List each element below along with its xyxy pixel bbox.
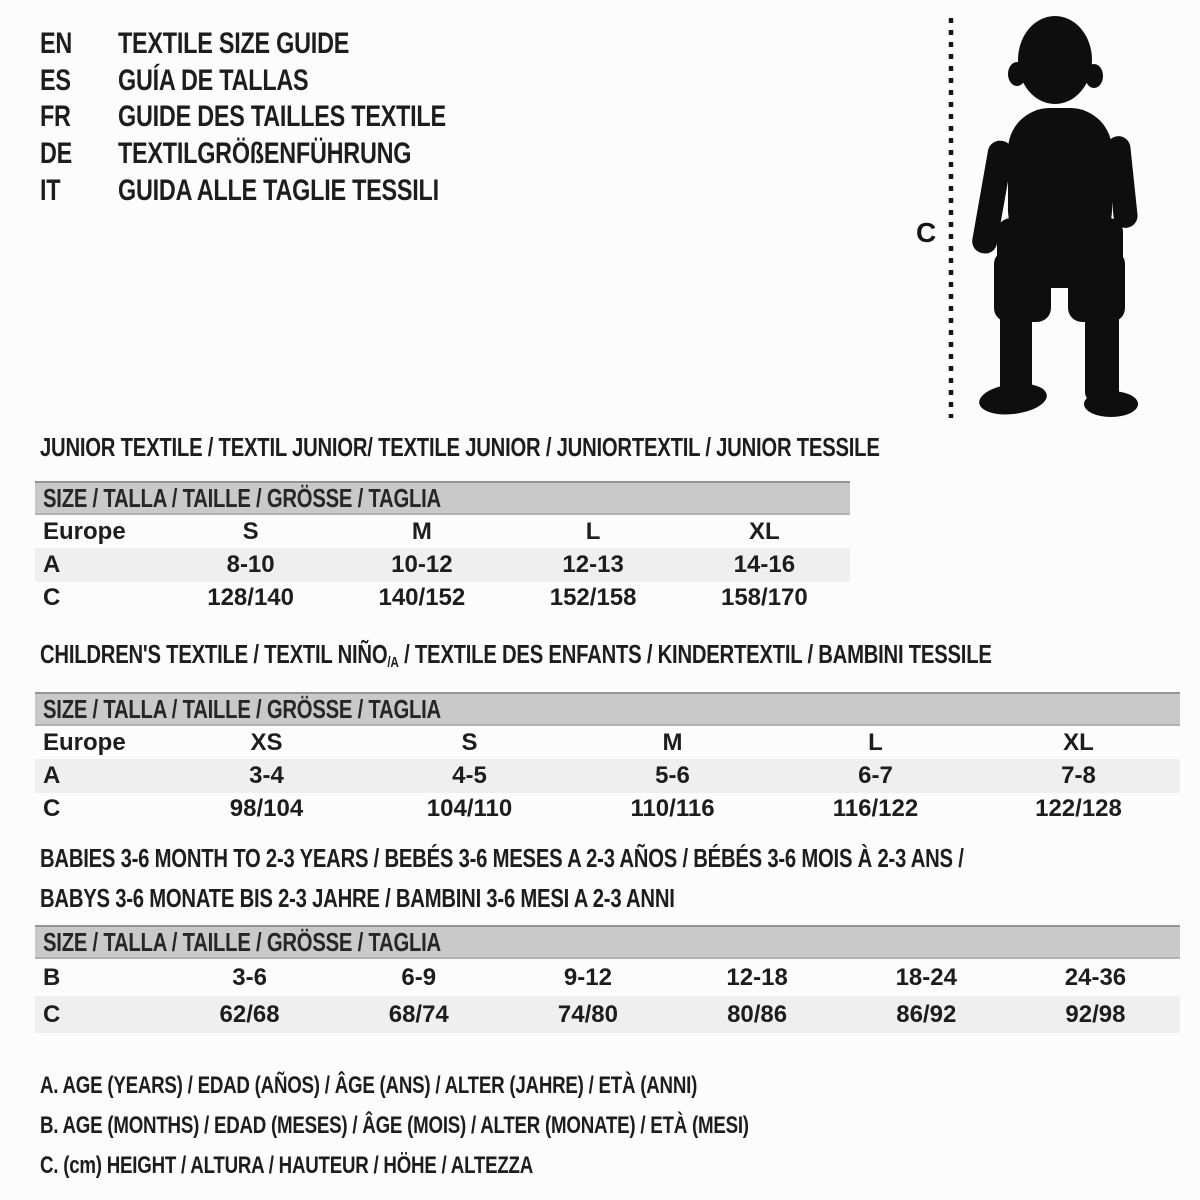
language-row bbox=[40, 26, 538, 63]
size-cell: XS bbox=[250, 728, 283, 756]
size-cell: 9-12 bbox=[563, 963, 612, 991]
table-row bbox=[35, 515, 850, 548]
language-row bbox=[40, 172, 538, 209]
guide-title: GUIDE DES TAILLES TEXTILE bbox=[118, 100, 446, 134]
size-cell: 86/92 bbox=[896, 1000, 957, 1028]
size-cell: 152/158 bbox=[549, 584, 637, 612]
language-code: FR bbox=[40, 100, 71, 134]
size-header-bar: SIZE / TALLA / TAILLE / GRÖSSE / TAGLIA bbox=[35, 692, 1180, 726]
junior-size-table bbox=[35, 481, 850, 615]
size-cell: 80/86 bbox=[727, 1000, 788, 1028]
table-row bbox=[35, 996, 1180, 1033]
language-header bbox=[40, 26, 538, 209]
table-row bbox=[35, 582, 850, 615]
size-cell: 98/104 bbox=[229, 795, 304, 823]
size-cell: 110/116 bbox=[630, 795, 715, 823]
size-cell: 6-7 bbox=[858, 762, 893, 790]
babies-size-table bbox=[35, 925, 1180, 1033]
size-cell: XL bbox=[749, 517, 780, 545]
toddler-silhouette-graphic bbox=[880, 0, 1200, 440]
children-section-title: CHILDREN'S TEXTILE / TEXTIL $NIÑO_{/A}$ / TEXTILE DES ENFANTS / KINDERTEXTIL / BAMBINI TESSILE bbox=[40, 639, 992, 671]
size-cell: 3-6 bbox=[232, 963, 267, 991]
legend-line-b: B. AGE (MONTHS) / EDAD (MESES) / ÂGE (MOIS) / ALTER (MONATE) / ETÀ (MESI) bbox=[40, 1112, 749, 1139]
table-row bbox=[35, 548, 850, 581]
measure-legend bbox=[40, 1066, 949, 1186]
size-cell: 140/152 bbox=[378, 584, 466, 612]
guide-title: TEXTILGRÖßENFÜHRUNG bbox=[118, 137, 412, 171]
size-cell: S bbox=[461, 728, 478, 756]
language-code: DE bbox=[40, 137, 73, 171]
size-cell: 158/170 bbox=[720, 584, 808, 612]
size-cell: 5-6 bbox=[655, 762, 690, 790]
size-cell: 18-24 bbox=[895, 963, 957, 991]
guide-title: GUIDA ALLE TAGLIE TESSILI bbox=[118, 173, 439, 207]
size-cell: 12-18 bbox=[726, 963, 788, 991]
size-cell: M bbox=[662, 728, 683, 756]
size-cell: S bbox=[242, 517, 259, 545]
size-cell: 4-5 bbox=[452, 762, 487, 790]
row-label: A bbox=[43, 762, 61, 790]
size-cell: 7-8 bbox=[1061, 762, 1096, 790]
legend-line-c: C. (cm) HEIGHT / ALTURA / HAUTEUR / HÖHE / ALTEZZA bbox=[40, 1152, 534, 1179]
height-measure-label: C bbox=[916, 217, 937, 248]
toddler-silhouette bbox=[970, 16, 1138, 418]
row-label: C bbox=[43, 1000, 61, 1028]
table-row bbox=[35, 793, 1180, 826]
size-header-bar: SIZE / TALLA / TAILLE / GRÖSSE / TAGLIA bbox=[35, 481, 850, 515]
legend-line-a: A. AGE (YEARS) / EDAD (AÑOS) / ÂGE (ANS) / ALTER (JAHRE) / ETÀ (ANNI) bbox=[40, 1072, 698, 1099]
guide-title: TEXTILE SIZE GUIDE bbox=[118, 27, 350, 61]
row-label: Europe bbox=[43, 728, 126, 756]
size-cell: L bbox=[868, 728, 883, 756]
size-cell: 24-36 bbox=[1064, 963, 1127, 991]
language-row bbox=[40, 99, 538, 136]
junior-section-title: JUNIOR TEXTILE / TEXTIL JUNIOR/ TEXTILE JUNIOR / JUNIORTEXTIL / JUNIOR TESSILE bbox=[40, 432, 880, 462]
row-label: C bbox=[43, 584, 61, 612]
table-row bbox=[35, 726, 1180, 759]
row-label: Europe bbox=[43, 517, 126, 545]
language-code: ES bbox=[40, 63, 71, 97]
table-row bbox=[35, 759, 1180, 792]
size-cell: 62/68 bbox=[219, 1000, 280, 1028]
size-cell: M bbox=[411, 517, 432, 545]
size-header-bar: SIZE / TALLA / TAILLE / GRÖSSE / TAGLIA bbox=[35, 925, 1180, 959]
row-label: A bbox=[43, 551, 61, 579]
size-cell: 12-13 bbox=[562, 551, 624, 579]
children-size-table bbox=[35, 692, 1180, 826]
babies-section-title-line1: BABIES 3-6 MONTH TO 2-3 YEARS / BEBÉS 3-6 MESES A 2-3 AÑOS / BÉBÉS 3-6 MOIS À 2-3 ANS / bbox=[40, 843, 964, 873]
babies-section-title-line2: BABYS 3-6 MONATE BIS 2-3 JAHRE / BAMBINI 3-6 MESI A 2-3 ANNI bbox=[40, 883, 675, 913]
size-cell: 3-4 bbox=[249, 762, 284, 790]
size-cell: XL bbox=[1063, 728, 1094, 756]
language-row bbox=[40, 136, 538, 173]
size-cell: 128/140 bbox=[207, 584, 294, 612]
size-cell: 122/128 bbox=[1035, 795, 1122, 823]
nino-a-subscript: /A bbox=[387, 653, 399, 671]
size-cell: 74/80 bbox=[557, 1000, 618, 1028]
language-row bbox=[40, 63, 538, 100]
language-code: EN bbox=[40, 27, 73, 61]
size-cell: 14-16 bbox=[733, 551, 796, 579]
size-cell: 6-9 bbox=[401, 963, 437, 991]
table-row bbox=[35, 959, 1180, 996]
guide-title: GUÍA DE TALLAS bbox=[118, 63, 309, 97]
size-cell: L bbox=[585, 517, 601, 545]
row-label: C bbox=[43, 795, 61, 823]
language-code: IT bbox=[40, 173, 61, 207]
row-label: B bbox=[43, 963, 61, 991]
size-cell: 92/98 bbox=[1065, 1000, 1126, 1028]
size-cell: 104/110 bbox=[426, 795, 513, 823]
size-cell: 68/74 bbox=[388, 1000, 449, 1028]
size-cell: 116/122 bbox=[832, 795, 919, 823]
size-cell: 8-10 bbox=[226, 551, 275, 579]
size-cell: 10-12 bbox=[391, 551, 453, 579]
height-figure bbox=[880, 0, 1200, 440]
